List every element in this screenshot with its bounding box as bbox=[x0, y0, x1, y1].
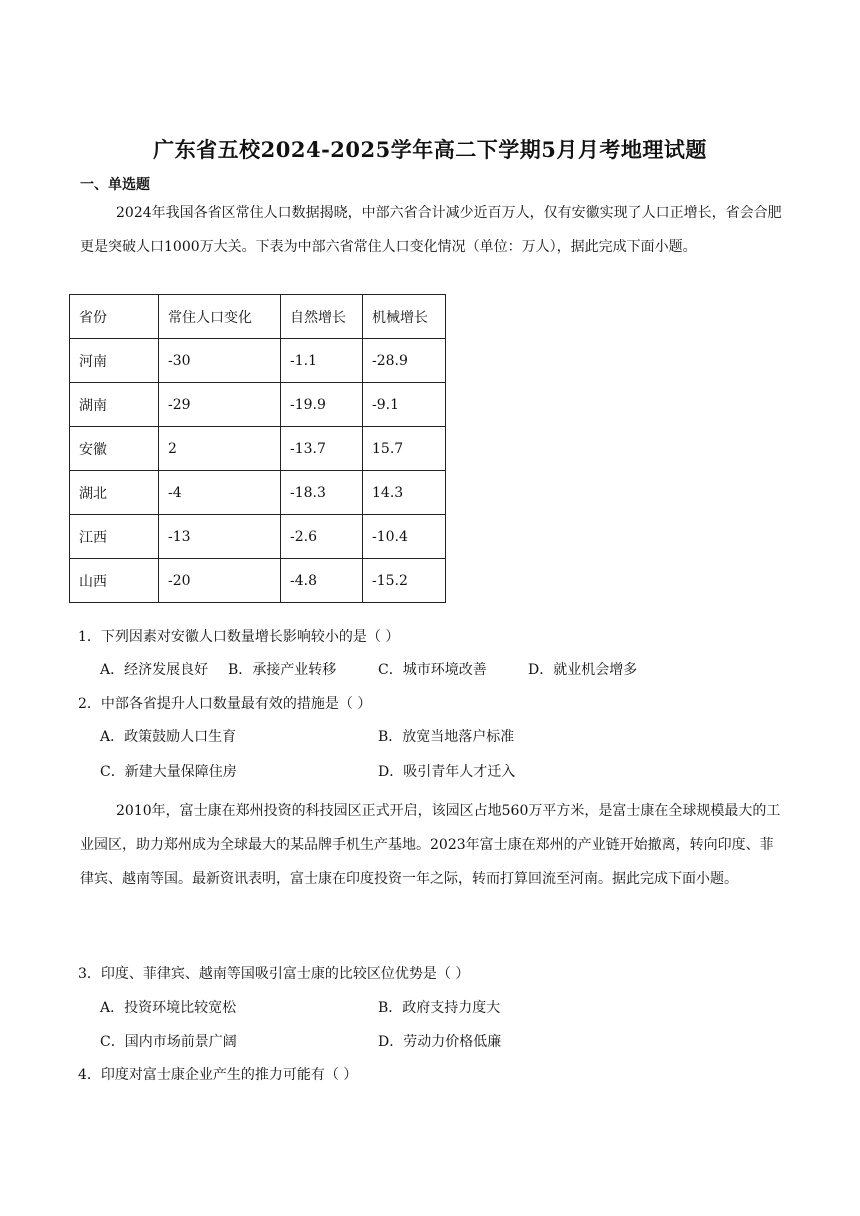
table-cell: 14.3 bbox=[363, 471, 446, 515]
question-2-option-a[interactable]: A．政策鼓励人口生育 bbox=[100, 729, 237, 745]
table-cell: 15.7 bbox=[363, 427, 446, 471]
table-cell: -10.4 bbox=[363, 515, 446, 559]
table-header-row bbox=[70, 295, 446, 339]
table-cell: 河南 bbox=[70, 339, 159, 383]
table-header-cell: 自然增长 bbox=[281, 295, 363, 339]
section-heading: 一、单选题 bbox=[80, 177, 150, 193]
question-3-option-d[interactable]: D．劳动力价格低廉 bbox=[378, 1034, 502, 1050]
table-cell: -29 bbox=[159, 383, 281, 427]
table-row bbox=[70, 515, 446, 559]
question-3-option-b[interactable]: B．政府支持力度大 bbox=[378, 1000, 501, 1016]
table-cell: -4.8 bbox=[281, 559, 363, 603]
table-row bbox=[70, 339, 446, 383]
table-cell: 江西 bbox=[70, 515, 159, 559]
table-header-cell: 省份 bbox=[70, 295, 159, 339]
question-4-stem: 4．印度对富士康企业产生的推力可能有（ ） bbox=[78, 1067, 358, 1083]
table-header-cell: 机械增长 bbox=[363, 295, 446, 339]
table-cell: 安徽 bbox=[70, 427, 159, 471]
table-cell: -28.9 bbox=[363, 339, 446, 383]
question-2-option-b[interactable]: B．放宽当地落户标准 bbox=[378, 729, 515, 745]
table-row bbox=[70, 471, 446, 515]
question-1-option-c[interactable]: C．城市环境改善 bbox=[378, 662, 487, 678]
table-cell: 湖北 bbox=[70, 471, 159, 515]
table-row bbox=[70, 559, 446, 603]
table-row bbox=[70, 427, 446, 471]
table-cell: -13.7 bbox=[281, 427, 363, 471]
question-1-option-d[interactable]: D．就业机会增多 bbox=[528, 662, 638, 678]
question-2-stem: 2．中部各省提升人口数量最有效的措施是（ ） bbox=[78, 696, 372, 712]
question-3-stem: 3．印度、菲律宾、越南等国吸引富士康的比较区位优势是（ ） bbox=[78, 966, 470, 982]
passage-2: 2010年，富士康在郑州投资的科技园区正式开启，该园区占地560万平方米，是富士康在全球规模最大的工业园区，助力郑州成为全球最大的某品牌手机生产基地。2023年富士康在郑州的产业链开始撤离，转向印度、菲律宾、越南等国。最新资讯表明，富士康在印度投资一年之际，转而打算回流至河南。据此完成下面小题。 bbox=[80, 803, 781, 887]
table-header-cell: 常住人口变化 bbox=[159, 295, 281, 339]
table-cell: 山西 bbox=[70, 559, 159, 603]
table-row bbox=[70, 383, 446, 427]
table-cell: 2 bbox=[159, 427, 281, 471]
page-title: 广东省五校2024-2025学年高二下学期5月月考地理试题 bbox=[153, 137, 707, 162]
passage-1: 2024年我国各省区常住人口数据揭晓，中部六省合计减少近百万人，仅有安徽实现了人口正增长，省会合肥更是突破人口1000万大关。下表为中部六省常住人口变化情况（单位：万人），据此完成下面小题。 bbox=[80, 205, 782, 255]
table-cell: -9.1 bbox=[363, 383, 446, 427]
question-1-option-b[interactable]: B．承接产业转移 bbox=[228, 662, 337, 678]
table-cell: -18.3 bbox=[281, 471, 363, 515]
question-3-option-a[interactable]: A．投资环境比较宽松 bbox=[100, 1000, 237, 1016]
question-2-option-d[interactable]: D．吸引青年人才迁入 bbox=[378, 764, 516, 780]
question-1-stem: 1．下列因素对安徽人口数量增长影响较小的是（ ） bbox=[78, 629, 400, 645]
table-cell: 湖南 bbox=[70, 383, 159, 427]
table-cell: -4 bbox=[159, 471, 281, 515]
table-cell: -2.6 bbox=[281, 515, 363, 559]
table-cell: -30 bbox=[159, 339, 281, 383]
table-cell: -20 bbox=[159, 559, 281, 603]
question-2-option-c[interactable]: C．新建大量保障住房 bbox=[100, 764, 237, 780]
question-1-option-a[interactable]: A．经济发展良好 bbox=[100, 662, 209, 678]
question-3-option-c[interactable]: C．国内市场前景广阔 bbox=[100, 1034, 237, 1050]
table-cell: -19.9 bbox=[281, 383, 363, 427]
table-cell: -13 bbox=[159, 515, 281, 559]
table-cell: -15.2 bbox=[363, 559, 446, 603]
population-table bbox=[69, 294, 446, 603]
table-cell: -1.1 bbox=[281, 339, 363, 383]
